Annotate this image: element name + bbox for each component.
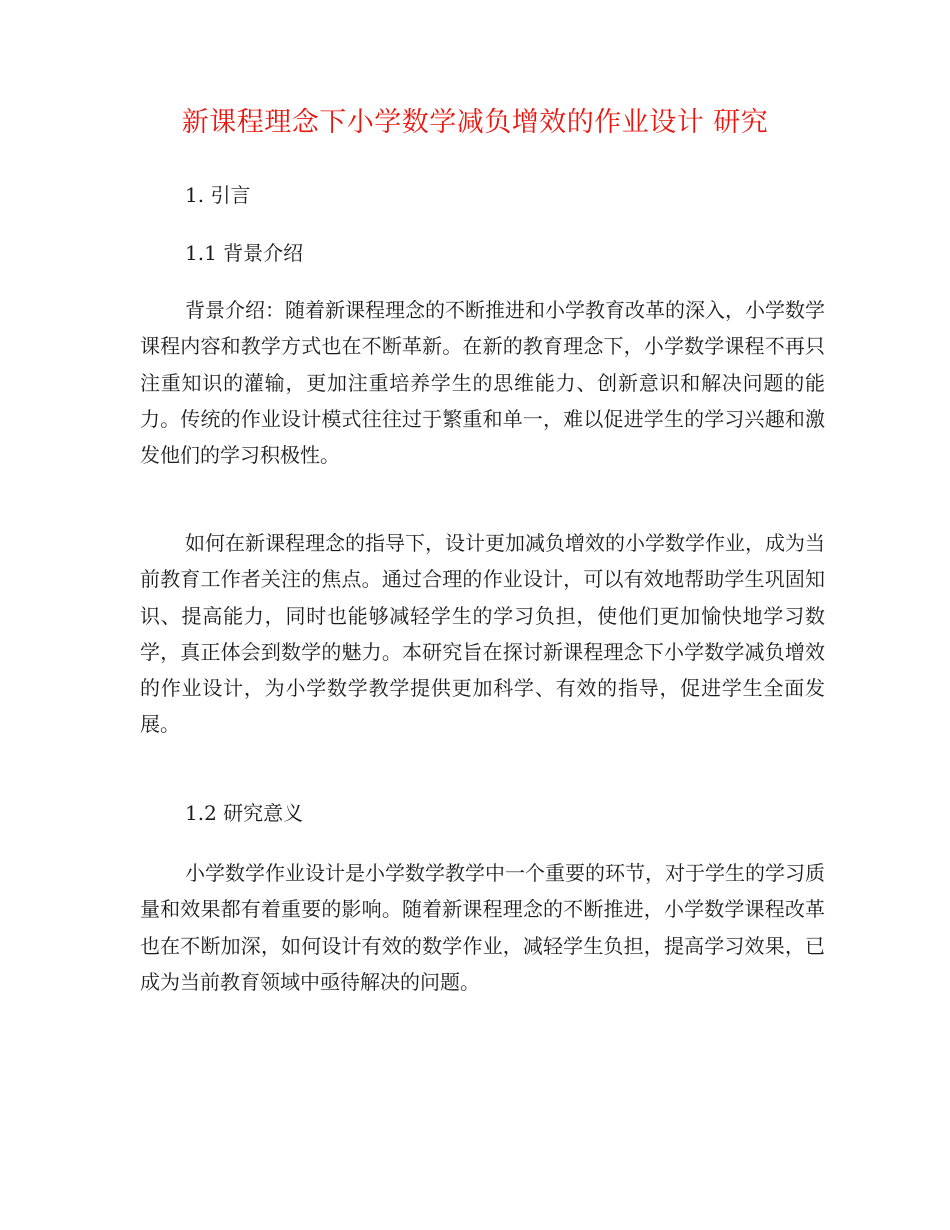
background-paragraph-2: 如何在新课程理念的指导下，设计更加减负增效的小学数学作业，成为当前教育工作者关注的焦点。通过合理的作业设计，可以有效地帮助学生巩固知识、提高能力，同时也能够减轻学生的学习负担，使他们更加愉快地学习数学，真正体会到数学的魅力。本研究旨在探讨新课程理念下小学数学减负增效的作业设计，为小学数学教学提供更加科学、有效的指导，促进学生全面发展。: [140, 531, 825, 737]
document-title: 新课程理念下小学数学减负增效的作业设计 研究: [181, 107, 769, 138]
section-heading-introduction: 1. 引言: [185, 183, 251, 207]
background-paragraph-1: 背景介绍：随着新课程理念的不断推进和小学教育改革的深入，小学数学课程内容和教学方式也在不断革新。在新的教育理念下，小学数学课程不再只注重知识的灌输，更加注重培养学生的思维能力、创新意识和解决问题的能力。传统的作业设计模式往往过于繁重和单一，难以促进学生的学习兴趣和激发他们的学习积极性。: [140, 298, 825, 468]
significance-paragraph-1: 小学数学作业设计是小学数学教学中一个重要的环节，对于学生的学习质量和效果都有着重要的影响。随着新课程理念的不断推进，小学数学课程改革也在不断加深，如何设计有效的数学作业，减轻学生负担，提高学习效果，已成为当前教育领域中亟待解决的问题。: [140, 861, 825, 994]
subsection-heading-background: 1.1 背景介绍: [185, 241, 304, 265]
subsection-heading-significance: 1.2 研究意义: [185, 801, 304, 825]
